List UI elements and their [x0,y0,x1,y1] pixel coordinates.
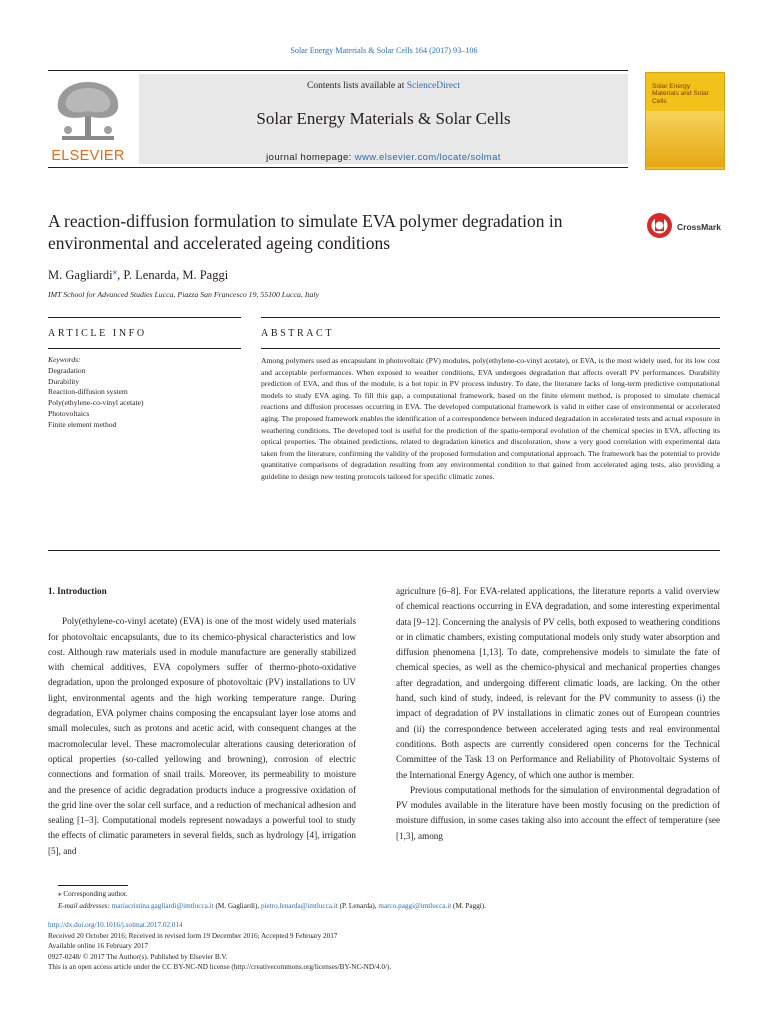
keyword-item: Degradation [48,365,86,375]
contents-prefix: Contents lists available at [306,81,407,91]
author-list [48,266,228,283]
journal-cover-image [645,72,725,170]
crossmark-icon[interactable] [646,212,673,239]
homepage-link[interactable]: www.elsevier.com/locate/solmat [354,152,501,163]
doi-link[interactable]: http://dx.doi.org/10.1016/j.solmat.2017.02.014 [48,921,183,929]
body-column-left [48,584,356,859]
keyword-item: Photovoltaics [48,408,90,418]
body-column-right [396,584,720,844]
keyword-item: Durability [48,376,80,386]
keyword-item: Reaction-diffusion system [48,387,128,397]
journal-name: Solar Energy Materials & Solar Cells [256,109,511,128]
abstract-text: Among polymers used as encapsulant in photovoltaic (PV) modules, poly(ethylene-co-vinyl acetate), or EVA, is the most widely used, for its low cost and acceptable performances. When exposed to weather conditions, EVA undergoes degradation that affects overall PV performances. Durability prediction of EVA, and thus of the module, is a hot topic in PV process industry. To date, the literature lacks of long-term predictive computational models to study EVA aging. To fill this gap, a computational framework, based on the finite element method, is proposed to simulate chemical reactions and diffusion processes occurring in EVA. The developed computational framework is valid in either case of environmental or accelerated aging. The proposed framework enables the identification of a correspondence between induced degradation in accelerated tests and actual exposure in weathering conditions. The developed tool is useful for the prediction of the spatio-temporal evolution of the chemical species in EVA, affecting its optical properties. The obtained predictions, related to degradation kinetics and discoloration, show a very good correlation with experimental data taken from the literature, confirming the validity of the proposed formulation and computational approach. The framework has the potential to provide quantitative comparisons of degradation resulting from any environmental condition to that gained from accelerated aging tests, also providing a guideline to design new testing protocols tailored for specific climatic zones. [261,356,720,481]
email-label: E-mail addresses: [58,901,112,910]
body-paragraph: Poly(ethylene-co-vinyl acetate) (EVA) is one of the most widely used materials for photovoltaic encapsulants, due to its chemico-physical characteristics and low cost. Although raw materials used in module manufacture are generally stabilized with chemical additives, EVA copolymers suffer of thermo-photo-oxidative degradation, upon the prolonged exposure of photovoltaic (PV) installations to UV light, environmental agents and the high working temperature range. During degradation, EVA polymer chains composing the encapsulant layer lose atoms and small molecules, such as protons and acetic acid, with consequent changes at the macromolecular level. These macromolecular alterations causing deterioration of optical properties (so-called yellowing and browning), corrosion of electric connections and formation of snail trails. Moreover, its permeability to moisture and the presence of acidic degradation products induce a progressive oxidation of the grid line over the solar cell surface, and a reduction of mechanical adhesion and sealing [1–3]. Computational models represent nowadays a powerful tool to study the effects of climatic parameters in several fields, such as hydrology [4], irrigation [5], and [48,616,356,856]
publication-info [48,920,728,973]
cover-title: Solar Energy Materials and Solar Cells [652,83,709,105]
corresponding-mark[interactable]: ⁎ [112,266,118,276]
body-paragraph: Previous computational methods for the simulation of environmental degradation of PV modules available in the literature have been mostly focusing on the prediction of moisture diffusion, in some cases taking also into account the effect of temperature (see [1,3], among [396,784,720,841]
footnotes [48,889,728,912]
homepage-label: journal homepage: [266,152,355,163]
email-link-gagliardi[interactable]: mariacristina.gagliardi@imtlucca.it [111,901,214,910]
received-dates: Received 20 October 2016; Received in revised form 19 December 2016; Accepted 9 February 2017 [48,931,338,940]
corresponding-author-note: ⁎ Corresponding author. [58,890,128,898]
email-addresses: E-mail addresses: mariacristina.gagliardi@imtlucca.it (M. Gagliardi), pietro.lenarda@imtlucca.it (P. Lenarda), marco.paggi@imtlucca.it (M. Paggi). [58,901,486,910]
header-rule-top [48,70,628,71]
keyword-item: Poly(ethylene-co-vinyl acetate) [48,398,144,408]
abstract-rule [261,317,720,318]
abstract-heading: ABSTRACT [261,328,335,339]
email-link-lenarda[interactable]: pietro.lenarda@imtlucca.it [260,901,338,910]
crossmark-label[interactable]: CrossMark [677,222,721,232]
section-heading-introduction: 1. Introduction [48,586,107,596]
article-title: A reaction-diffusion formulation to simulate EVA polymer degradation in environmental and accelerated ageing conditions [48,211,563,253]
affiliation: IMT School for Advanced Studies Lucca, Piazza San Francesco 19, 55100 Lucca, Italy [48,290,320,299]
footnote-rule [58,885,128,886]
journal-header-band [139,74,628,164]
article-info-rule-mid [48,348,241,349]
keywords-label: Keywords: [48,355,81,364]
author-gagliardi[interactable]: M. Gagliardi [48,268,113,283]
abstract-rule-bottom [48,550,720,551]
header-rule-bottom [48,167,628,168]
keyword-item: Finite element method [48,419,117,429]
article-info-rule [48,317,241,318]
sciencedirect-link[interactable]: ScienceDirect [406,81,460,91]
available-online: Available online 16 February 2017 [48,942,149,950]
publisher-logo-text: ELSEVIER [51,148,125,164]
body-paragraph: agriculture [6–8]. For EVA-related applications, the literature reports a valid overview of chemical reactions occurring in EVA degradation, and some interesting experimental data [9–12]. Concerning the analysis of PV cells, both exposed to weathering conditions or in climatic chambers, existing computational models only study water absorption and diffusion phenomena [1,13]. To date, comprehensive models to simulate the fate of chemical species, as well as the chemico-physical and mechanical properties changes after degradation, and undergoing different climatic loads, are lacking. On the other hand, such kind of study, indeed, is relevant for the PV community to assess (i) the impact of degradation of PV installations in climatic zones out of European countries and (ii) the correspondence between accelerated aging tests and real environmental conditions. Both aspects are currently considered open concerns for the Technical Committee of the Task 13 on Performance and Reliability of Photovoltaic Systems of the International Energy Agency, of which one author is member. [396,586,720,780]
journal-homepage [139,152,628,163]
journal-citation[interactable]: Solar Energy Materials & Solar Cells 164 (2017) 93–106 [290,46,478,55]
contents-line [139,81,628,91]
article-info-heading: ARTICLE INFO [48,328,147,339]
license-statement: This is an open access article under the CC BY-NC-ND license (http://creativecommons.org/licenses/BY-NC-ND/4.0/). [48,963,392,971]
authors-rest: , P. Lenarda, M. Paggi [117,268,229,283]
keywords-block [48,355,241,431]
issn-copyright: 0927-0248/ © 2017 The Author(s). Published by Elsevier B.V. [48,952,228,961]
email-link-paggi[interactable]: marco.paggi@imtlucca.it [378,901,452,910]
abstract-rule-mid [261,348,720,349]
